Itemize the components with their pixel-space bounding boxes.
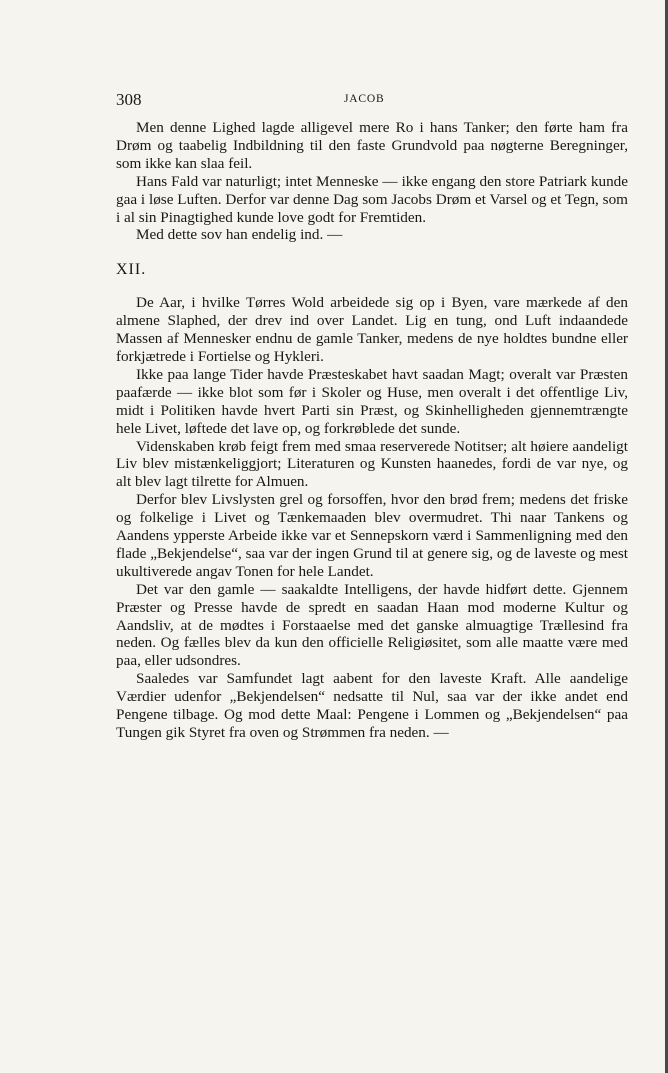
page-body bbox=[116, 119, 628, 742]
paragraph: Videnskaben krøb feigt frem med smaa reserverede Notitser; alt høiere aandeligt Liv blev mistænkeliggjort; Literaturen og Kunsten haanedes, fordi de var nye, og alt blev lagt tilrette for Almuen. bbox=[116, 437, 628, 491]
paragraph: Med dette sov han endelig ind. — bbox=[136, 226, 343, 244]
paragraph: Hans Fald var naturligt; intet Menneske — ikke engang den store Patriark kunde gaa i løse Luften. Derfor var denne Dag som Jacobs Drøm et Varsel og et Tegn, som i al sin Pinagtighed kunde love godt for Fremtiden. bbox=[116, 172, 628, 226]
page-header bbox=[116, 90, 616, 112]
paragraph: Derfor blev Livslysten grel og forsoffen, hvor den brød frem; medens det friske og folkelige i Livet og Tænkemaaden blev overmudret. Thi naar Tankens og Aandens ypperste Arbeide ikke var et Sennepskorn værd i Sammenligning med den flade „Bekjendelse“, saa var der ingen Grund til at genere sig, og de laveste og mest ukultiverede angav Tonen for hele Landet. bbox=[116, 491, 628, 580]
chapter-heading: XII. bbox=[116, 261, 147, 279]
paragraph: Ikke paa lange Tider havde Præsteskabet havt saadan Magt; overalt var Præsten paafærde — ikke blot som før i Skoler og Huse, men overalt i det offentlige Liv, midt i Politiken havde hvert Parti sin Præst, og Skinhelligheden gjennemtrængte hele Livet, løftede det lave op, og forkrøblede det sunde. bbox=[116, 365, 628, 437]
paragraph: De Aar, i hvilke Tørres Wold arbeidede sig op i Byen, vare mærkede af den almene Slaphed, der drev ind over Landet. Lig en tung, ond Luft indaandede Massen af Mennesker endnu de gamle Tanker, medens de nye holdtes bundne eller forkjætrede i Fortielse og Hykleri. bbox=[116, 294, 628, 365]
page-number: 308 bbox=[116, 90, 142, 109]
paragraph: Saaledes var Samfundet lagt aabent for den laveste Kraft. Alle aandelige Værdier udenfor „Bekjendelsen“ nedsatte til Nul, saa var der ikke andet end Pengene tilbage. Og mod dette Maal: Pengene i Lommen og „Bekjendelsen“ paa Tungen gik Styret fra oven og Strømmen fra neden. — bbox=[116, 670, 628, 741]
paragraph: Det var den gamle — saakaldte Intelligens, der havde hidført dette. Gjennem Præster og Presse havde de spredt en saadan Haan mod moderne Kultur og Aandsliv, at de mødtes i Forstaaelse med det ganske almuagtige Trællesind fra neden. Og fælles blev da kun den officielle Religiøsitet, som alle maatte være med paa, eller udsondres. bbox=[116, 580, 628, 670]
paragraph: Men denne Lighed lagde alligevel mere Ro i hans Tanker; den førte ham fra Drøm og taabelig Indbildning til den faste Grundvold paa nøgterne Beregninger, som ikke kan slaa feil. bbox=[116, 119, 628, 172]
running-title: JACOB bbox=[344, 93, 385, 105]
